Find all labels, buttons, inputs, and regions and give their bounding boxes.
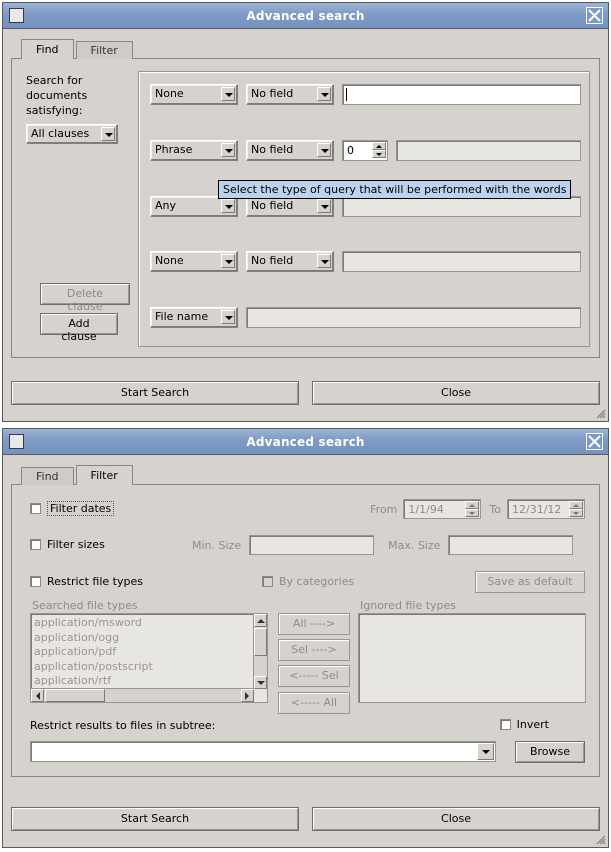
clause-proximity-value-2: 0	[347, 144, 354, 157]
save-as-default-button[interactable]: Save as default	[475, 571, 585, 593]
clause-text-input-2[interactable]	[396, 140, 581, 161]
max-size-label: Max. Size	[388, 538, 441, 552]
list-item[interactable]: application/msword	[34, 616, 142, 629]
invert-group	[500, 718, 549, 731]
tab-find[interactable]: Find	[21, 467, 74, 485]
size-range-group	[192, 535, 573, 555]
filter-tab-panel	[11, 484, 600, 777]
filter-sizes-label: Filter sizes	[47, 538, 105, 551]
list-item[interactable]: application/ogg	[34, 630, 120, 644]
from-date-value: 1/1/94	[408, 503, 444, 516]
delete-clause-button[interactable]: Delete clause	[40, 283, 130, 305]
spinner-up-icon[interactable]	[569, 501, 583, 509]
clause-field-select-1[interactable]	[246, 84, 334, 105]
clause-text-input-3[interactable]	[342, 196, 581, 217]
search-for-group	[26, 73, 136, 144]
clause-text-input-5[interactable]	[246, 307, 581, 328]
chevron-down-icon[interactable]	[317, 87, 331, 101]
restrict-file-types-checkbox[interactable]	[30, 576, 41, 587]
filter-sizes-group	[30, 538, 105, 551]
list-item[interactable]: application/pdf	[34, 645, 117, 658]
by-categories-checkbox[interactable]	[262, 576, 273, 587]
chevron-down-icon[interactable]	[317, 254, 331, 268]
find-window-actions	[11, 381, 600, 405]
clause-kind-select-1[interactable]	[150, 84, 238, 105]
window-title: Advanced search	[246, 8, 365, 23]
filter-sizes-checkbox[interactable]	[30, 539, 41, 550]
restrict-file-types-label: Restrict file types	[47, 575, 143, 588]
list-item[interactable]: application/rtf	[34, 674, 112, 687]
clause-row	[150, 251, 581, 272]
clause-kind-select-4[interactable]	[150, 251, 238, 272]
clause-mode-select[interactable]	[26, 124, 118, 144]
vertical-scroll-thumb[interactable]	[254, 628, 267, 656]
min-size-label: Min. Size	[192, 538, 242, 552]
move-all-right-button[interactable]: All ---->	[278, 613, 350, 635]
date-range-group	[370, 499, 585, 519]
clause-kind-value-4: None	[155, 254, 184, 267]
filter-window-actions	[11, 807, 600, 831]
titlebar-find	[3, 3, 608, 29]
search-for-label-3: satisfying:	[26, 104, 83, 117]
vertical-scrollbar[interactable]	[253, 614, 267, 689]
clause-kind-value-1: None	[155, 87, 184, 100]
start-search-button[interactable]: Start Search	[11, 807, 299, 831]
max-size-input[interactable]	[448, 535, 573, 555]
spinner-down-icon[interactable]	[465, 509, 479, 517]
spinner-down-icon[interactable]	[372, 150, 386, 158]
clause-kind-select-2[interactable]	[150, 140, 238, 161]
move-all-left-button[interactable]: <----- All	[278, 692, 350, 714]
clause-row	[150, 140, 581, 161]
filter-window-body	[3, 455, 608, 777]
clause-row	[150, 307, 581, 328]
clause-proximity-stepper-2[interactable]	[342, 140, 388, 161]
to-date-field[interactable]	[507, 499, 585, 519]
spinner-up-icon[interactable]	[372, 142, 386, 150]
browse-button[interactable]: Browse	[515, 741, 585, 763]
clause-kind-value-5: File name	[155, 310, 209, 323]
text-caret	[346, 88, 347, 101]
clause-list	[138, 71, 590, 347]
from-label: From	[370, 502, 398, 516]
horizontal-scroll-thumb[interactable]	[45, 689, 105, 702]
clause-kind-select-5[interactable]	[150, 307, 238, 328]
clause-text-input-1[interactable]	[342, 84, 581, 105]
clause-field-value-4: No field	[251, 254, 294, 267]
scroll-right-icon[interactable]	[241, 689, 254, 702]
from-date-field[interactable]	[403, 499, 481, 519]
list-item[interactable]: application/postscript	[34, 659, 153, 673]
close-icon[interactable]	[586, 433, 603, 450]
resize-grip[interactable]	[594, 833, 606, 845]
find-tab-panel	[11, 58, 600, 358]
filter-dates-checkbox[interactable]	[30, 503, 41, 514]
clause-text-input-4[interactable]	[342, 251, 581, 272]
scroll-up-icon[interactable]	[254, 614, 267, 627]
search-for-label-1: Search for	[26, 74, 83, 87]
chevron-down-icon[interactable]	[221, 199, 235, 213]
clause-row	[150, 84, 581, 105]
scroll-down-icon[interactable]	[254, 676, 267, 689]
spinner-buttons[interactable]	[465, 501, 479, 517]
search-for-label-2: documents	[26, 89, 88, 102]
spinner-up-icon[interactable]	[465, 501, 479, 509]
by-categories-label: By categories	[279, 575, 355, 588]
tab-filter[interactable]: Filter	[76, 465, 133, 485]
clause-field-select-4[interactable]	[246, 251, 334, 272]
window-menu-icon[interactable]	[9, 8, 24, 23]
chevron-down-icon[interactable]	[477, 743, 494, 760]
filter-dates-group	[30, 501, 114, 516]
advanced-search-window-find	[2, 2, 609, 422]
move-selected-left-button[interactable]: <----- Sel	[278, 665, 350, 687]
query-type-tooltip: Select the type of query that will be performed with the words	[218, 180, 571, 199]
tab-find[interactable]: Find	[21, 39, 74, 59]
clause-row	[150, 196, 581, 217]
min-size-input[interactable]	[249, 535, 374, 555]
invert-label: Invert	[516, 718, 549, 731]
clause-field-value-3: No field	[251, 199, 294, 212]
chevron-down-icon[interactable]	[317, 199, 331, 213]
window-menu-icon[interactable]	[9, 434, 24, 449]
clause-kind-value-2: Phrase	[155, 143, 193, 156]
clause-kind-value-3: Any	[155, 199, 177, 212]
start-search-button[interactable]: Start Search	[11, 381, 299, 405]
close-icon[interactable]	[586, 7, 603, 24]
scroll-left-icon[interactable]	[31, 689, 44, 702]
window-title: Advanced search	[246, 434, 365, 449]
spinner-down-icon[interactable]	[569, 509, 583, 517]
chevron-down-icon[interactable]	[221, 310, 235, 324]
titlebar-filter	[3, 429, 608, 455]
tab-filter[interactable]: Filter	[76, 41, 133, 59]
clause-mode-value: All clauses	[31, 127, 90, 140]
chevron-down-icon[interactable]	[221, 87, 235, 101]
filter-dates-label: Filter dates	[47, 501, 114, 516]
tabstrip-find	[21, 37, 600, 59]
restrict-file-types-group	[30, 575, 143, 588]
clause-kind-select-3[interactable]	[150, 196, 238, 217]
horizontal-scrollbar[interactable]	[31, 688, 254, 702]
chevron-down-icon[interactable]	[317, 143, 331, 157]
chevron-down-icon[interactable]	[221, 254, 235, 268]
to-label: To	[489, 502, 501, 516]
spinner-buttons[interactable]	[569, 501, 583, 517]
find-window-body	[3, 29, 608, 358]
clause-field-select-3[interactable]	[246, 196, 334, 217]
searched-file-types-list[interactable]	[30, 613, 268, 703]
close-button[interactable]: Close	[312, 381, 600, 405]
ignored-file-types-items	[362, 616, 571, 688]
restrict-subtree-label: Restrict results to files in subtree:	[30, 719, 216, 732]
add-clause-button[interactable]: Add clause	[40, 313, 118, 335]
chevron-down-icon[interactable]	[101, 127, 115, 141]
advanced-search-window-filter	[2, 428, 609, 848]
subtree-combo[interactable]	[30, 741, 496, 762]
spinner-buttons[interactable]	[372, 142, 386, 159]
searched-file-types-items	[34, 616, 253, 688]
clause-field-select-2[interactable]	[246, 140, 334, 161]
clause-field-value-2: No field	[251, 143, 294, 156]
tabstrip-filter	[21, 463, 600, 485]
searched-file-types-label: Searched file types	[32, 599, 138, 612]
invert-checkbox[interactable]	[500, 719, 511, 730]
to-date-value: 12/31/12	[512, 503, 562, 516]
move-selected-right-button[interactable]: Sel ---->	[278, 639, 350, 661]
by-categories-group	[262, 575, 354, 588]
ignored-file-types-label: Ignored file types	[360, 599, 457, 612]
chevron-down-icon[interactable]	[221, 143, 235, 157]
resize-grip[interactable]	[594, 407, 606, 419]
clause-field-value-1: No field	[251, 87, 294, 100]
ignored-file-types-list[interactable]	[358, 613, 586, 703]
close-button[interactable]: Close	[312, 807, 600, 831]
